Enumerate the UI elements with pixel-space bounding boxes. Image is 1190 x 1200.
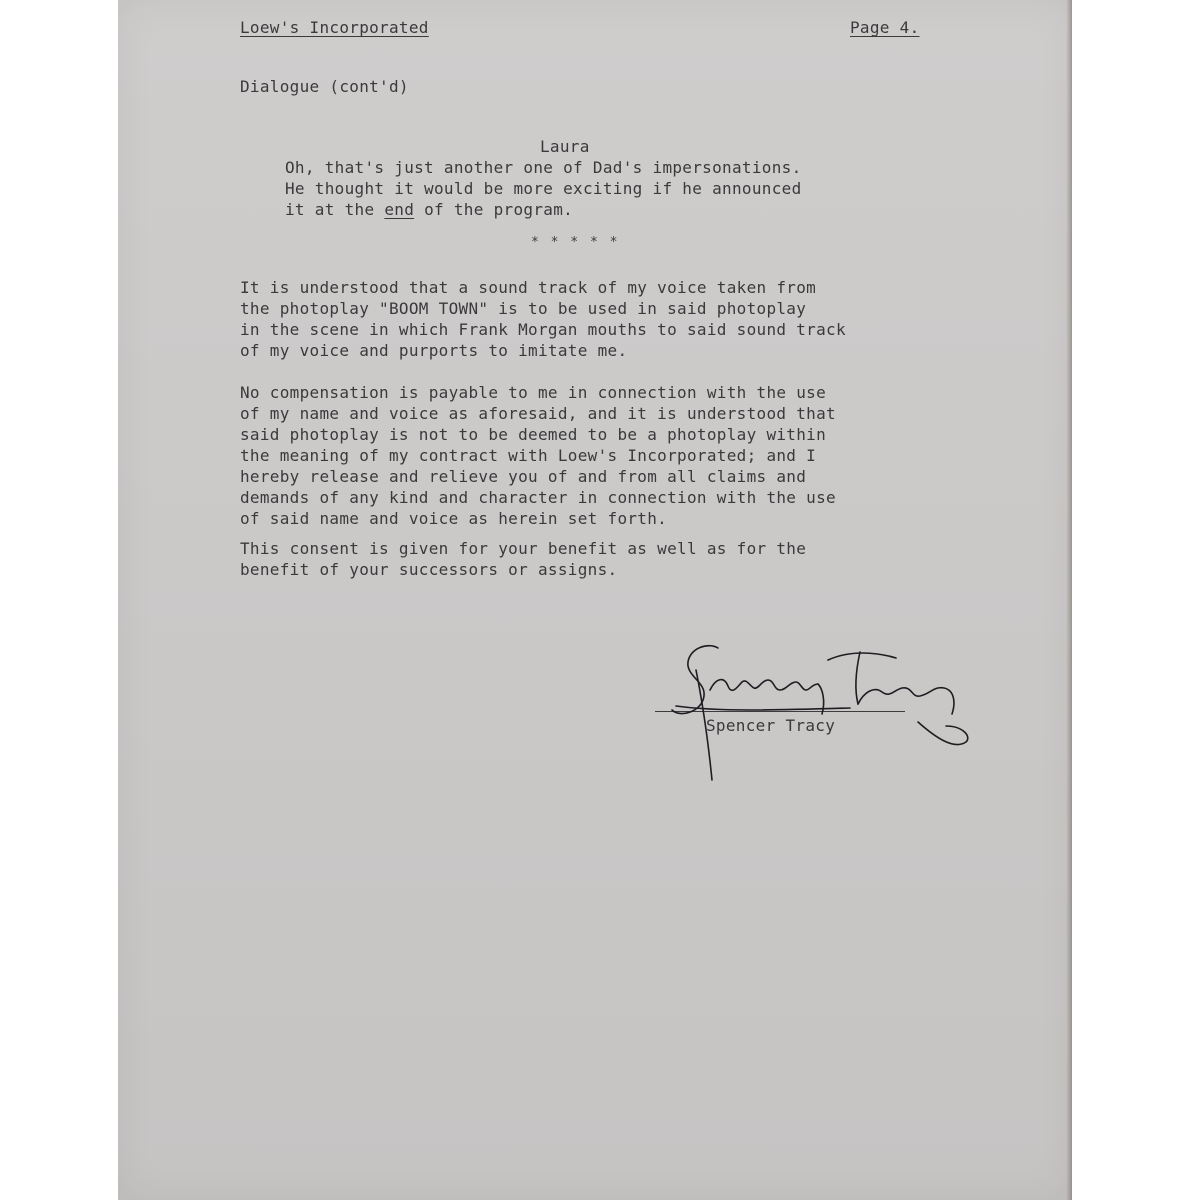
body-line: demands of any kind and character in connection with the use	[240, 488, 836, 507]
header-company: Loew's Incorporated	[240, 18, 429, 37]
body-line: of my voice and purports to imitate me.	[240, 341, 628, 360]
dialogue-line	[285, 200, 573, 219]
handwritten-signature	[650, 630, 980, 790]
dialogue-text: of the program.	[414, 200, 574, 219]
body-line: No compensation is payable to me in connection with the use	[240, 383, 827, 402]
header-page-number: Page 4.	[850, 18, 920, 37]
body-line: This consent is given for your benefit as well as for the	[240, 539, 807, 558]
body-line: of my name and voice as aforesaid, and it is understood that	[240, 404, 836, 423]
body-line: hereby release and relieve you of and from all claims and	[240, 467, 807, 486]
dialogue-line: Oh, that's just another one of Dad's impersonations.	[285, 158, 802, 177]
body-line: the photoplay "BOOM TOWN" is to be used in said photoplay	[240, 299, 807, 318]
section-title: Dialogue (cont'd)	[240, 77, 409, 96]
body-line: It is understood that a sound track of my voice taken from	[240, 278, 817, 297]
paper-edge-shadow	[1066, 0, 1072, 1200]
body-line: said photoplay is not to be deemed to be a photoplay within	[240, 425, 827, 444]
dialogue-text: it at the	[285, 200, 385, 219]
separator-asterisks: * * * * *	[531, 235, 620, 250]
typed-signature-name: Spencer Tracy	[706, 716, 836, 735]
body-line: benefit of your successors or assigns.	[240, 560, 618, 579]
dialogue-line: He thought it would be more exciting if he announced	[285, 179, 802, 198]
dialogue-speaker: Laura	[540, 137, 590, 156]
dialogue-emphasis: end	[384, 200, 415, 219]
body-line: the meaning of my contract with Loew's Incorporated; and I	[240, 446, 817, 465]
body-line: in the scene in which Frank Morgan mouths to said sound track	[240, 320, 846, 339]
body-line: of said name and voice as herein set forth.	[240, 509, 668, 528]
